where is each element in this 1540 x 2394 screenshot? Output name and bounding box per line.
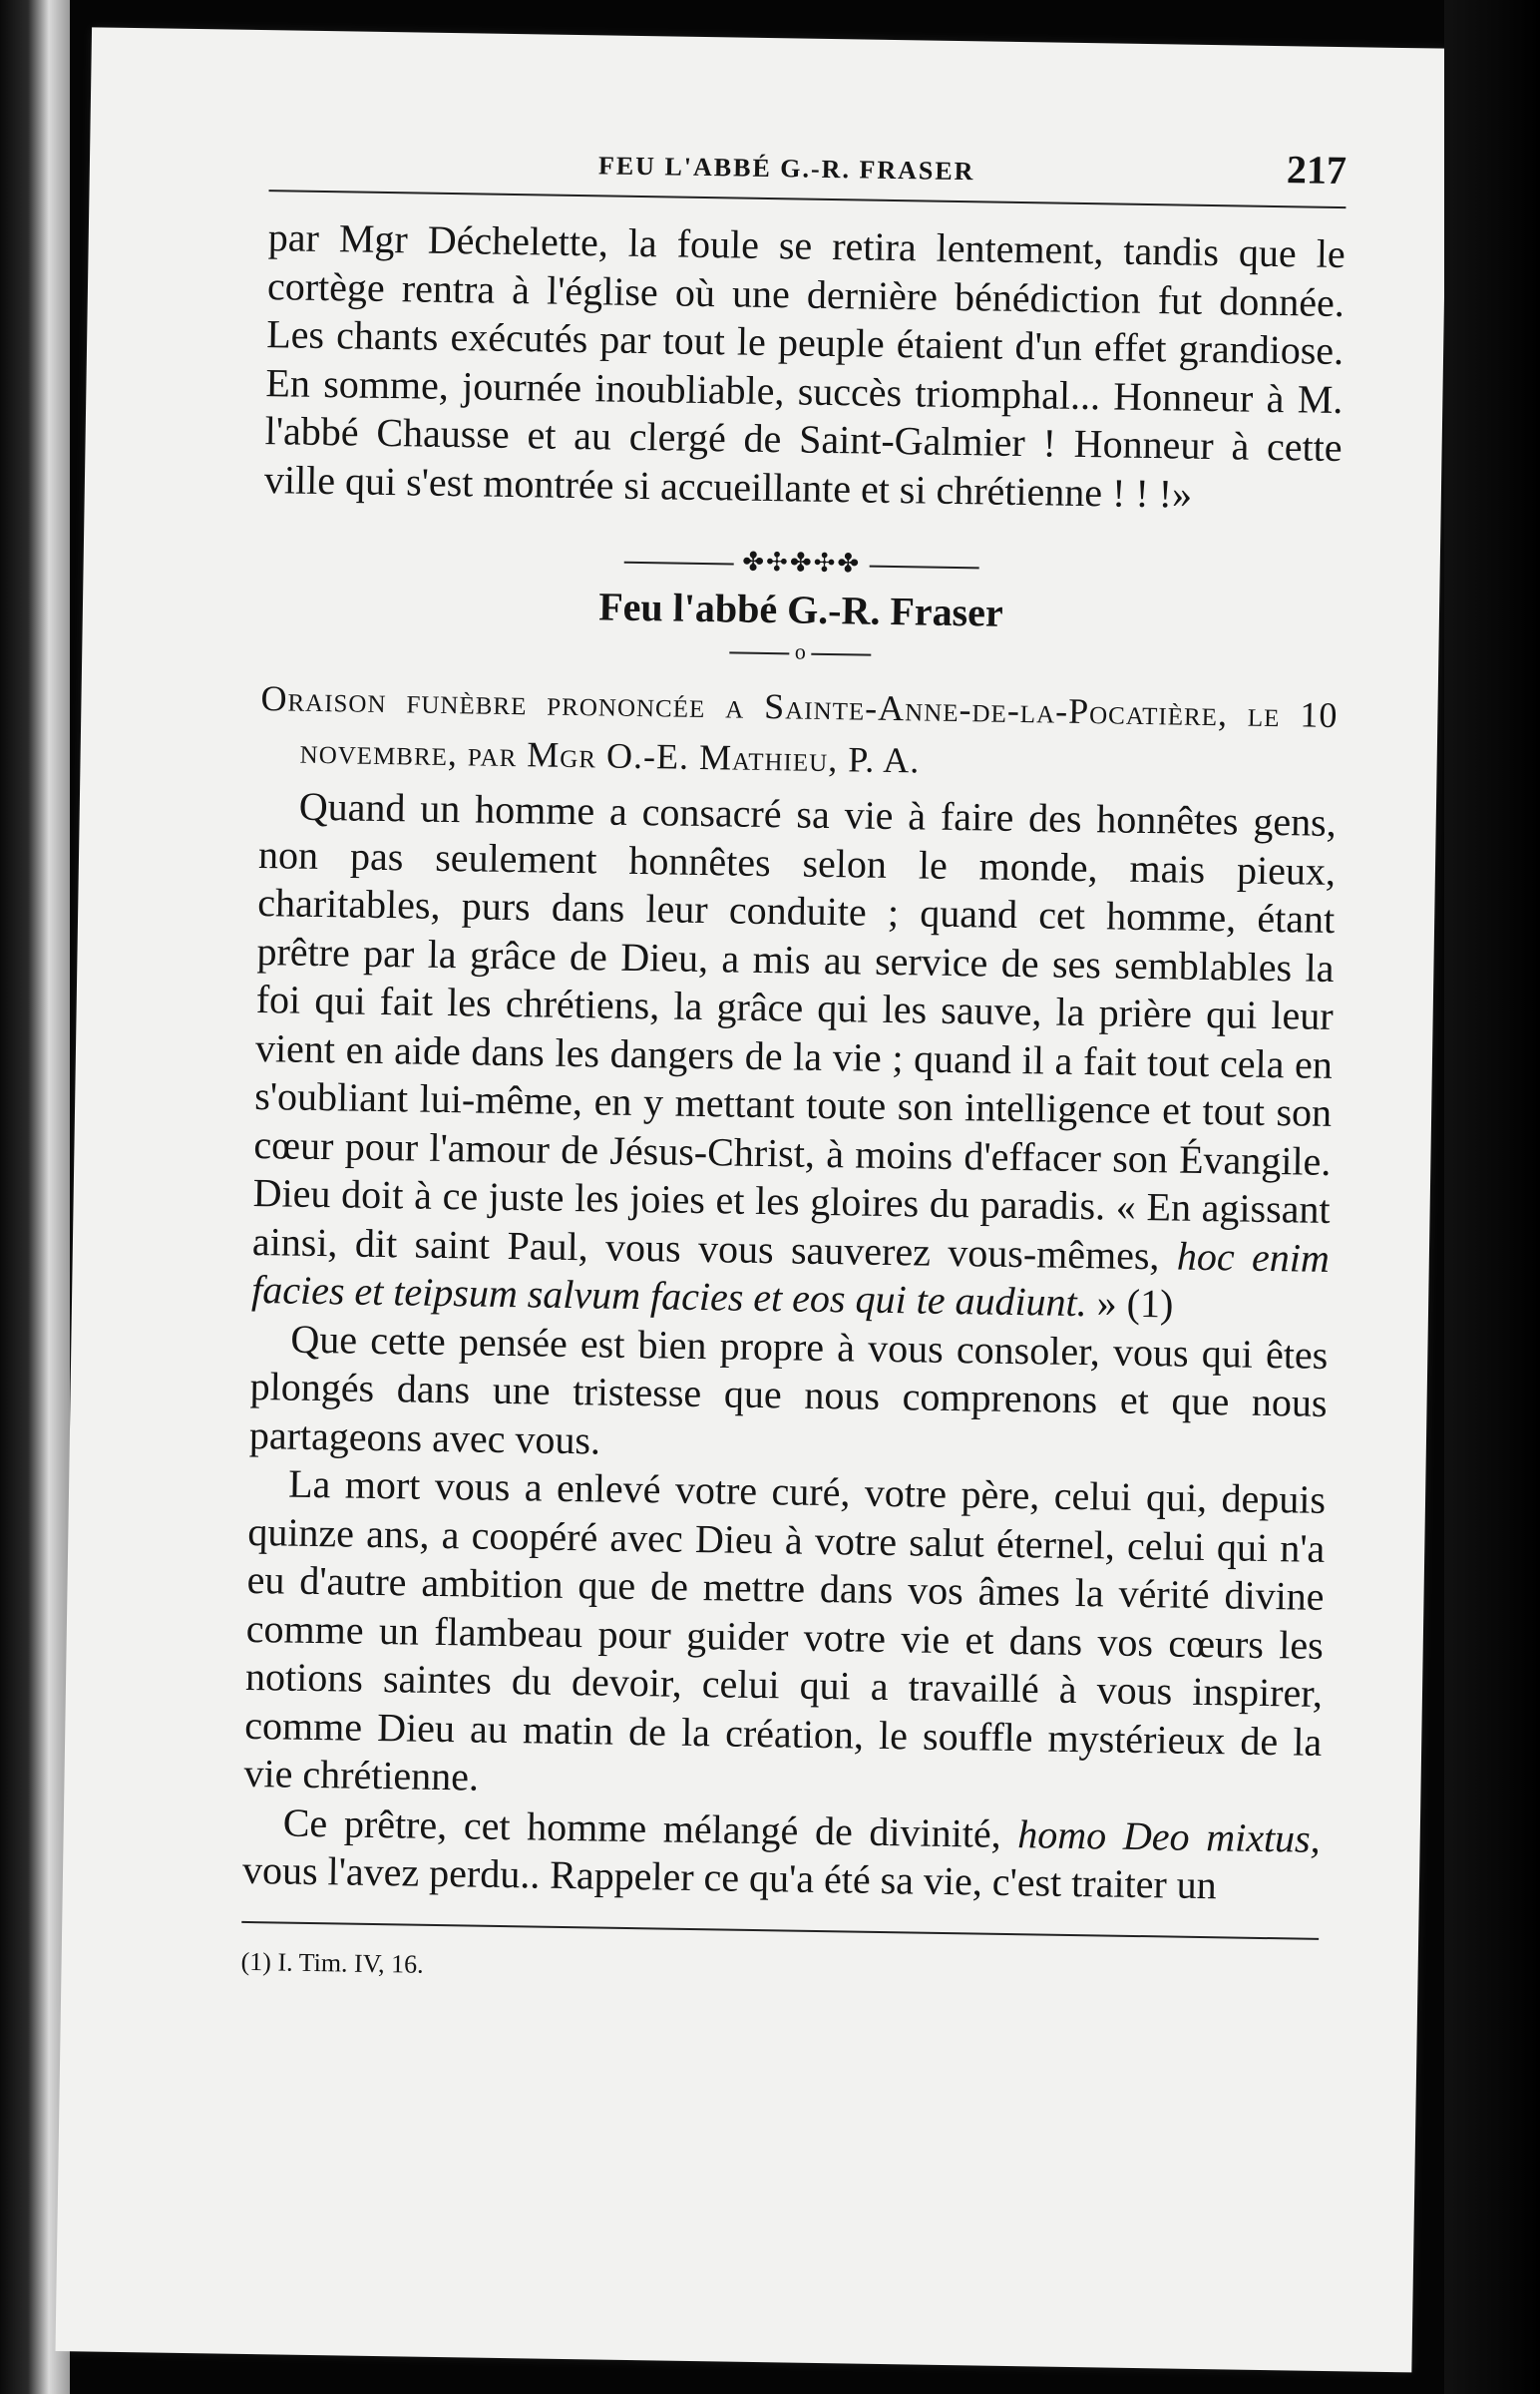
footnote: (1) I. Tim. IV, 16.	[240, 1946, 424, 1979]
running-header	[269, 130, 1348, 208]
section-subtitle: Oraison funèbre prononcée a Sainte-Anne-de-la-Pocatière, le 10 novembre, par Mgr O.-E. Mathieu, P. A.	[260, 678, 1339, 781]
body-paragraph-1	[251, 782, 1337, 1331]
latin-phrase: homo Deo mixtus,	[1017, 1810, 1322, 1861]
separator-glyph: o	[794, 638, 807, 664]
page-number: 217	[1286, 147, 1348, 194]
latin-quote: hoc enim facies et teipsum salvum facies et eos qui te audiunt.	[250, 1233, 1331, 1326]
footnote-rule	[241, 1920, 1319, 1939]
separator-rule-left	[729, 651, 789, 654]
continuation-paragraph: par Mgr Déchelette, la foule se retira lentement, tandis que le cortège rentra à l'église où une dernière bénédiction fut donnée. Les chants exécutés par tout le peuple étaient d'un effet grandiose. En somme, journée inoubliable, succès triomphal... Honneur à M. l'abbé Chausse et au clergé de Saint-Galmier ! Honneur à cette ville qui s'est montrée si accueillante et si chrétienne ! ! !»	[263, 214, 1347, 517]
body-paragraph-4	[242, 1797, 1321, 1911]
body-paragraph-3: La mort vous a enlevé votre curé, votre père, celui qui, depuis quinze ans, a coopéré avec Dieu à votre salut éternel, celui qui n'a eu d'autre ambition que de mettre dans vos âmes la vérité divine comme un flambeau pour guider votre vie et dans vos cœurs les notions saintes du devoir, celui qui a travaillé à vous inspirer, comme Dieu au matin de la création, le souffle mystérieux de la vie chrétienne.	[243, 1460, 1327, 1799]
running-title: FEU L'ABBÉ G.-R. FRASER	[597, 151, 975, 187]
book-binding-edge	[1444, 0, 1540, 2394]
paragraph-4-end: vous l'avez perdu.. Rappeler ce qu'a été sa vie, c'est traiter un	[241, 1846, 1218, 1908]
paragraph-1-text: Quand un homme a consacré sa vie à faire des honnêtes gens, non pas seulement honnêtes selon le monde, mais pieux, charitables, purs dans leur conduite ; quand cet homme, étant prêtre par la grâce de Dieu, a mis au service de ses semblables la foi qui fait les chrétiens, la grâce qui les sauve, la prière qui leur vient en aide dans les dangers de la vie ; quand il a fait tout cela en s'oubliant lui-même, en y mettant toute son intelligence et tout son cœur pour l'amour de Jésus-Christ, à moins d'effacer son Évangile. Dieu doit à ce juste les joies et les gloires du paradis. « En agissant ainsi, dit saint Paul, vous vous sauverez vous-mêmes,	[251, 783, 1338, 1279]
ornament-rule-left	[624, 562, 734, 566]
paragraph-4-text: Ce prêtre, cet homme mélangé de divinité,	[282, 1799, 1018, 1856]
body-paragraph-2: Que cette pensée est bien propre à vous consoler, vous qui êtes plongés dans une tristesse que nous comprenons et que nous partageons avec vous.	[248, 1316, 1329, 1463]
section-title: Feu l'abbé G.-R. Fraser	[597, 584, 1004, 635]
page-content	[240, 130, 1347, 1995]
separator-rule-right	[811, 653, 871, 656]
ornament-rule-right	[870, 566, 979, 570]
ornament-glyphs: ✤✣✤✣✤	[742, 547, 862, 579]
book-page	[55, 27, 1447, 2372]
paragraph-1-end: » (1)	[1086, 1280, 1174, 1327]
